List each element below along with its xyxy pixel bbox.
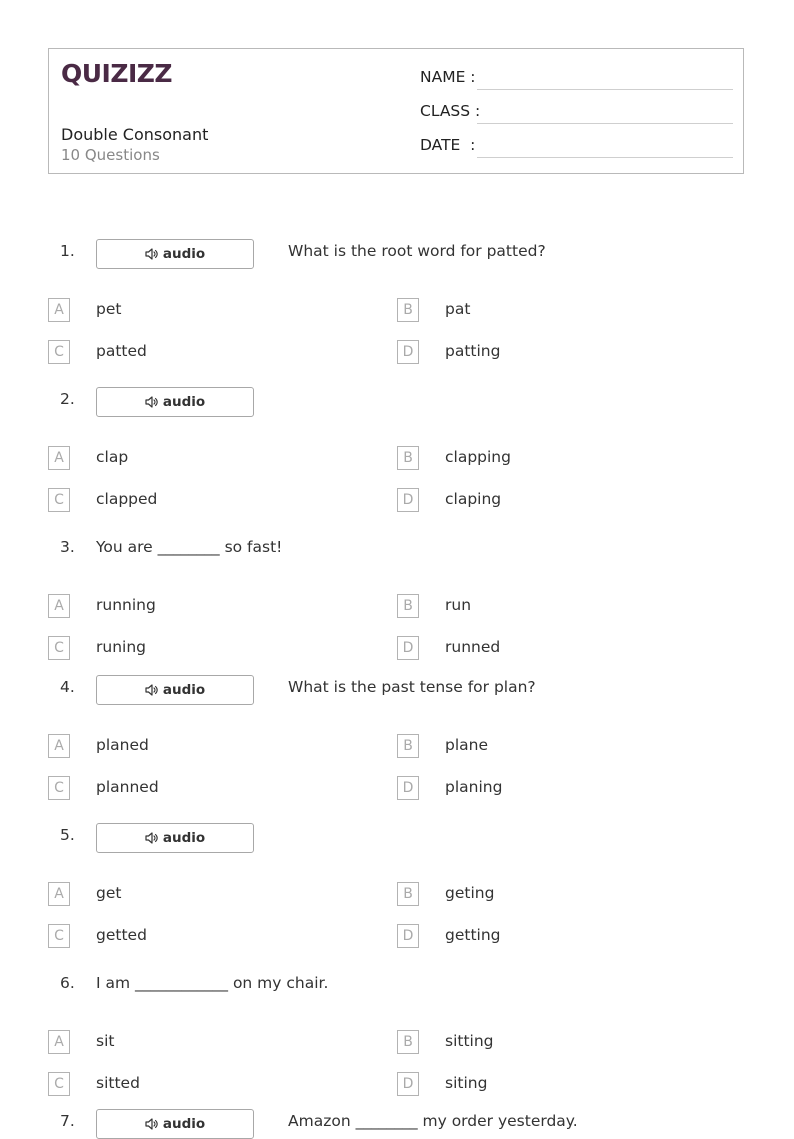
option-letter-box: A [48, 594, 70, 618]
option-letter-box: B [397, 446, 419, 470]
option-text: siting [445, 1074, 488, 1092]
option-text: pet [96, 300, 122, 318]
speaker-icon [145, 248, 158, 260]
option-letter-box: B [397, 882, 419, 906]
option-letter-box: A [48, 298, 70, 322]
question-text: Amazon ________ my order yesterday. [288, 1112, 578, 1130]
option-letter-box: A [48, 882, 70, 906]
option-text: sitting [445, 1032, 494, 1050]
option-letter-box: B [397, 594, 419, 618]
option-letter-box: B [397, 1030, 419, 1054]
class-field [420, 102, 733, 124]
question-number: 1. [60, 242, 75, 260]
option-text: runned [445, 638, 501, 656]
audio-button[interactable] [96, 239, 254, 269]
option-letter-box: A [48, 446, 70, 470]
question-text: What is the root word for patted? [288, 242, 546, 260]
audio-label: audio [162, 682, 206, 698]
date-label: DATE : [420, 136, 476, 154]
option-text: planed [96, 736, 149, 754]
option-text: clap [96, 448, 129, 466]
audio-label: audio [162, 1116, 206, 1132]
option-text: geting [445, 884, 495, 902]
option-text: sitted [96, 1074, 140, 1092]
quizizz-logo: QUIZIZZ [61, 59, 173, 88]
option-letter-box: D [397, 1072, 419, 1096]
option-letter-box: C [48, 924, 70, 948]
option-letter-box: B [397, 298, 419, 322]
audio-label: audio [162, 830, 206, 846]
option-text: pat [445, 300, 471, 318]
option-text: claping [445, 490, 502, 508]
option-text: run [445, 596, 472, 614]
name-line [477, 89, 733, 90]
option-text: clapping [445, 448, 511, 466]
class-line [477, 123, 733, 124]
option-letter-box: A [48, 734, 70, 758]
question-number: 2. [60, 390, 75, 408]
option-letter-box: C [48, 1072, 70, 1096]
option-letter-box: D [397, 488, 419, 512]
option-text: running [96, 596, 156, 614]
option-letter-box: C [48, 636, 70, 660]
question-text: I am ____________ on my chair. [96, 974, 329, 992]
option-text: getted [96, 926, 147, 944]
option-text: planing [445, 778, 503, 796]
name-label: NAME : [420, 68, 476, 86]
class-label: CLASS : [420, 102, 481, 120]
speaker-icon [145, 396, 158, 408]
audio-button[interactable] [96, 1109, 254, 1139]
speaker-icon [145, 832, 158, 844]
option-letter-box: D [397, 776, 419, 800]
option-letter-box: D [397, 340, 419, 364]
question-text: What is the past tense for plan? [288, 678, 536, 696]
question-number: 3. [60, 538, 75, 556]
option-text: clapped [96, 490, 158, 508]
option-letter-box: B [397, 734, 419, 758]
option-letter-box: D [397, 636, 419, 660]
audio-button[interactable] [96, 675, 254, 705]
speaker-icon [145, 684, 158, 696]
option-text: sit [96, 1032, 115, 1050]
option-text: patted [96, 342, 147, 360]
worksheet-header [48, 48, 744, 174]
date-field [420, 136, 733, 158]
option-text: getting [445, 926, 501, 944]
option-text: planned [96, 778, 159, 796]
option-letter-box: D [397, 924, 419, 948]
audio-label: audio [162, 246, 206, 262]
question-number: 7. [60, 1112, 75, 1130]
worksheet-title: Double Consonant [61, 125, 209, 144]
option-text: plane [445, 736, 489, 754]
audio-button[interactable] [96, 387, 254, 417]
question-number: 5. [60, 826, 75, 844]
option-letter-box: C [48, 488, 70, 512]
question-number: 6. [60, 974, 75, 992]
audio-label: audio [162, 394, 206, 410]
date-line [477, 157, 733, 158]
option-text: get [96, 884, 122, 902]
option-letter-box: C [48, 340, 70, 364]
option-letter-box: A [48, 1030, 70, 1054]
question-text: You are ________ so fast! [96, 538, 283, 556]
option-text: runing [96, 638, 146, 656]
question-number: 4. [60, 678, 75, 696]
question-count: 10 Questions [61, 146, 160, 164]
option-letter-box: C [48, 776, 70, 800]
audio-button[interactable] [96, 823, 254, 853]
option-text: patting [445, 342, 501, 360]
name-field [420, 68, 733, 90]
speaker-icon [145, 1118, 158, 1130]
